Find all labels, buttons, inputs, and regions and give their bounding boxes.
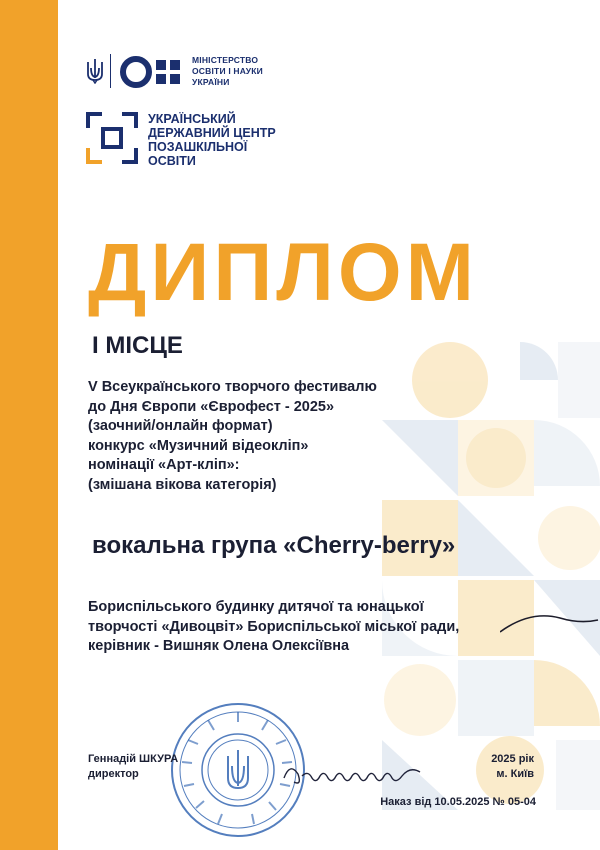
date-place-block <box>491 752 534 782</box>
festival-line: конкурс «Музичний відеокліп» <box>88 437 309 454</box>
ministry-line: МІНІСТЕРСТВО <box>192 55 259 65</box>
institution-line: творчості «Дивоцвіт» Бориспільської міської ради, <box>88 618 460 635</box>
place-label: І МІСЦЕ <box>92 332 183 359</box>
institution-description <box>88 598 548 657</box>
festival-line: номінації «Арт-кліп»: <box>88 457 240 473</box>
awardee-name: вокальна група «Cherry-berry» <box>92 532 456 559</box>
issue-city: м. Київ <box>496 768 534 780</box>
center-name <box>148 112 368 168</box>
signature-stroke <box>500 600 600 640</box>
trident-icon <box>86 58 104 84</box>
institution-line: керівник - Вишняк Олена Олексіївна <box>88 638 350 654</box>
issue-year: 2025 рік <box>491 753 534 765</box>
ministry-line: ОСВІТИ І НАУКИ <box>192 66 263 76</box>
institution-line: Бориспільського будинку дитячої та юнацької <box>88 599 424 615</box>
center-line: ДЕРЖАВНИЙ ЦЕНТР <box>148 126 276 140</box>
ministry-line: УКРАЇНИ <box>192 77 230 87</box>
festival-line: V Всеукраїнського творчого фестивалю <box>88 379 377 395</box>
center-line: УКРАЇНСЬКИЙ <box>148 112 236 126</box>
ministry-logo-icon <box>120 54 186 90</box>
ministry-name <box>192 55 332 88</box>
header-divider <box>110 54 111 88</box>
director-signature <box>280 752 430 802</box>
festival-description <box>88 378 468 495</box>
orange-side-bar <box>0 0 58 850</box>
festival-line: (заочний/онлайн формат) <box>88 418 273 434</box>
order-reference: Наказ від 10.05.2025 № 05-04 <box>380 796 536 808</box>
festival-line: до Дня Європи «Єврофест - 2025» <box>88 398 335 415</box>
center-line: ПОЗАШКІЛЬНОЇ <box>148 140 248 154</box>
signatory-position: директор <box>88 768 139 780</box>
center-line: ОСВІТИ <box>148 154 196 168</box>
center-logo-icon <box>86 112 138 164</box>
festival-line: (змішана вікова категорія) <box>88 476 277 493</box>
signatory-block <box>88 752 178 782</box>
diploma-title: ДИПЛОМ <box>88 227 478 318</box>
signatory-name: Геннадій ШКУРА <box>88 753 179 765</box>
